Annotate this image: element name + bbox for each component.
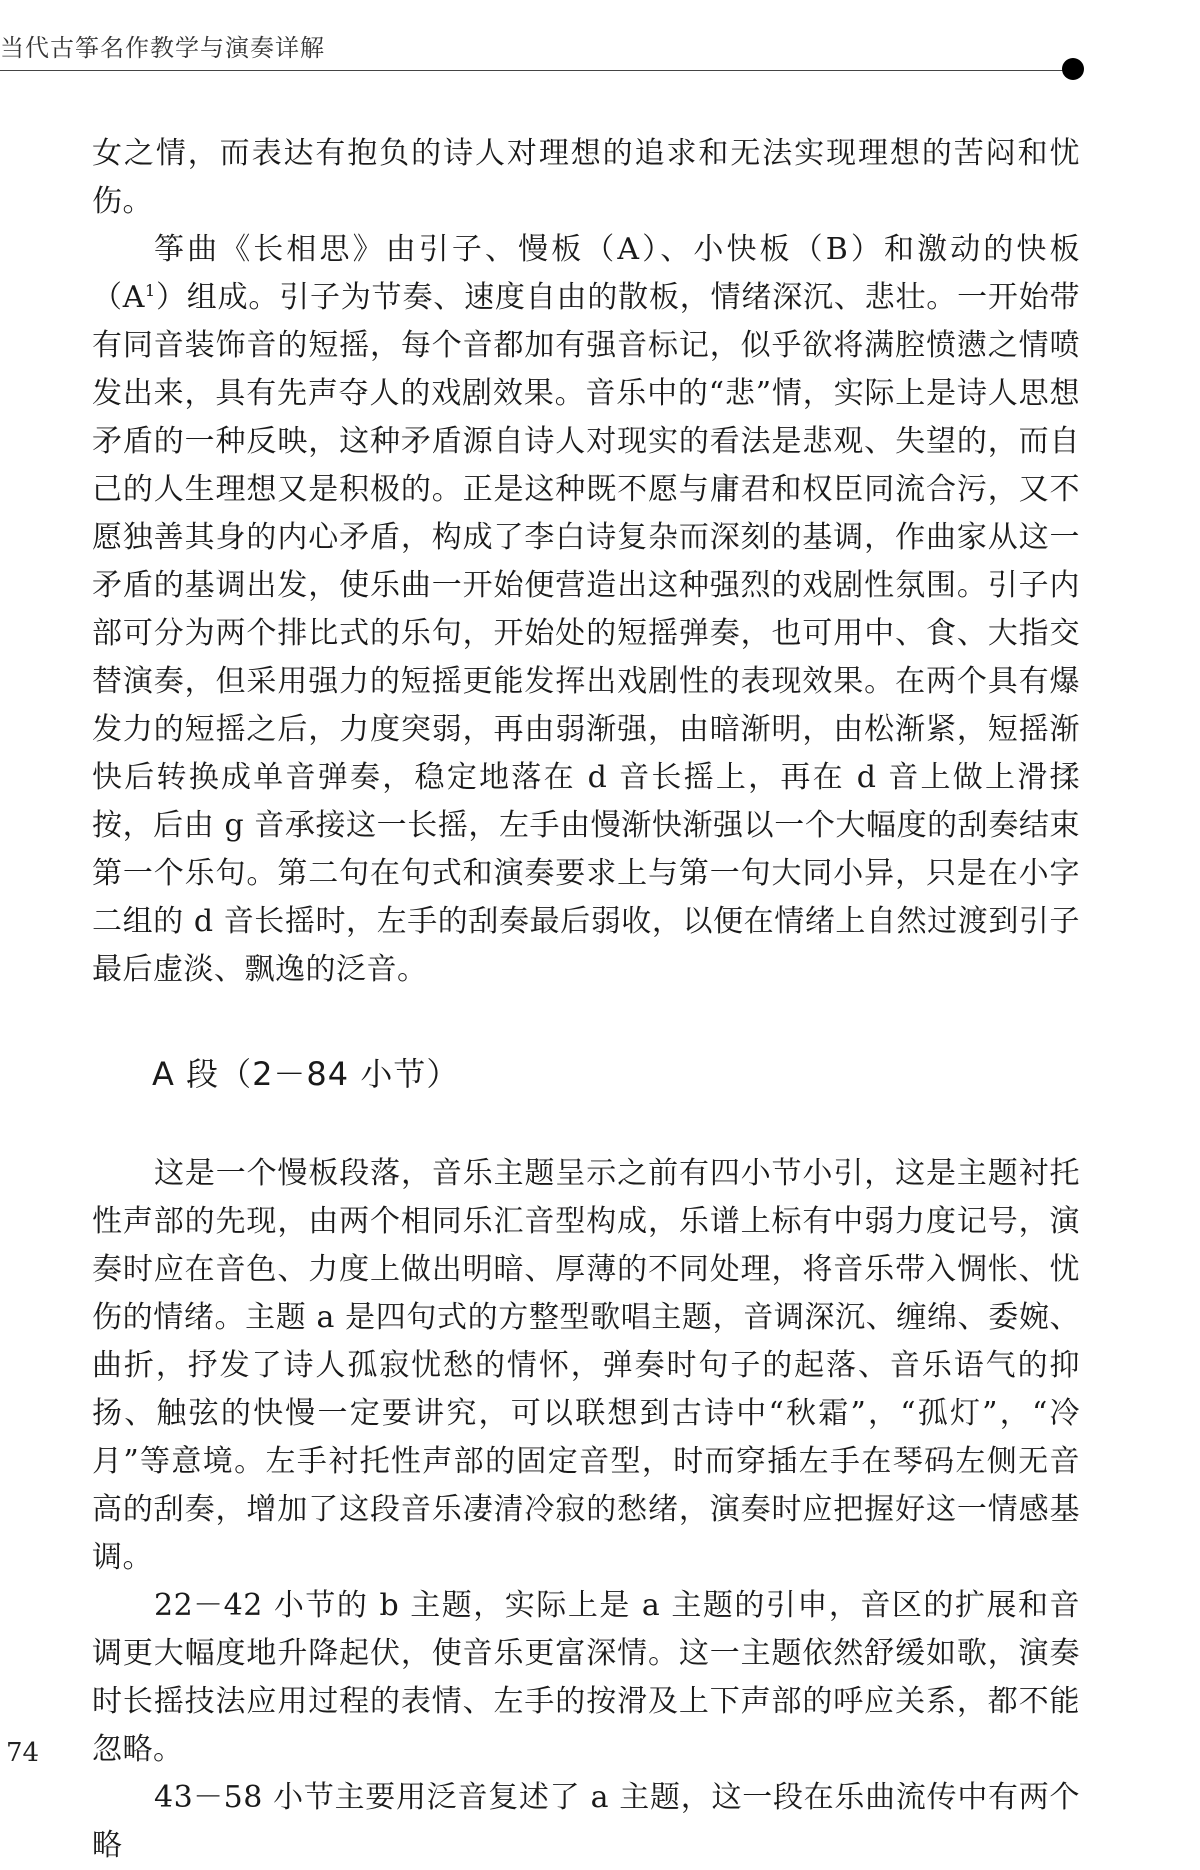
page-body	[92, 130, 1080, 1870]
paragraph-introduction-part-2: ）组成。引子为节奏、速度自由的散板，情绪深沉、悲壮。一开始带有同音装饰音的短摇，每个音都加有强音标记，似乎欲将满腔愤懑之情喷发出来，具有先声夺人的戏剧效果。音乐中的“悲”情，实际上是诗人思想矛盾的一种反映，这种矛盾源自诗人对现实的看法是悲观、失望的，而自己的人生理想又是积极的。正是这种既不愿与庸君和权臣同流合污，又不愿独善其身的内心矛盾，构成了李白诗复杂而深刻的基调，作曲家从这一矛盾的基调出发，使乐曲一开始便营造出这种强烈的戏剧性氛围。引子内部可分为两个排比式的乐句，开始处的短摇弹奏，也可用中、食、大指交替演奏，但采用强力的短摇更能发挥出戏剧性的表现效果。在两个具有爆发力的短摇之后，力度突弱，再由弱渐强，由暗渐明，由松渐紧，短摇渐快后转换成单音弹奏，稳定地落在 d 音长摇上，再在 d 音上做上滑揉按，后由 g 音承接这一长摇，左手由慢渐快渐强以一个大幅度的刮奏结束第一个乐句。第二句在句式和演奏要求上与第一句大同小异，只是在小字二组的 d 音长摇时，左手的刮奏最后弱收，以便在情绪上自然过渡到引子最后虚淡、飘逸的泛音。	[92, 280, 1081, 987]
page-number: 74	[6, 1738, 40, 1768]
paragraph-continuation: 女之情，而表达有抱负的诗人对理想的追求和无法实现理想的苦闷和忧伤。	[92, 136, 1080, 219]
paragraph-harmonics: 43－58 小节主要用泛音复述了 a 主题，这一段在乐曲流传中有两个略	[92, 1780, 1080, 1863]
running-header-title: 当代古筝名作教学与演奏详解	[0, 34, 325, 62]
paragraph-introduction	[92, 226, 1080, 994]
superscript-one: 1	[144, 281, 156, 300]
paragraph-section-a: 这是一个慢板段落，音乐主题呈示之前有四小节小引，这是主题衬托性声部的先现，由两个相同乐汇音型构成，乐谱上标有中弱力度记号，演奏时应在音色、力度上做出明暗、厚薄的不同处理，将音乐带入惆怅、忧伤的情绪。主题 a 是四句式的方整型歌唱主题，音调深沉、缠绵、委婉、曲折，抒发了诗人孤寂忧愁的情怀，弹奏时句子的起落、音乐语气的抑扬、触弦的快慢一定要讲究，可以联想到古诗中“秋霜”，“孤灯”，“冷月”等意境。左手衬托性声部的固定音型，时而穿插左手在琴码左侧无音高的刮奏，增加了这段音乐凄清冷寂的愁绪，演奏时应把握好这一情感基调。	[92, 1156, 1080, 1575]
header-dot-ornament	[1062, 58, 1084, 80]
paragraph-theme-b: 22－42 小节的 b 主题，实际上是 a 主题的引申，音区的扩展和音调更大幅度地升降起伏，使音乐更富深情。这一主题依然舒缓如歌，演奏时长摇技法应用过程的表情、左手的按滑及上下声部的呼应关系，都不能忽略。	[92, 1588, 1080, 1767]
paragraph-introduction-part-1: 筝曲《长相思》由引子、慢板（A）、小快板（B）和激动的快板（A	[92, 232, 1080, 315]
header-rule	[0, 70, 1072, 71]
section-heading-a: A 段（2－84 小节）	[152, 1055, 460, 1093]
